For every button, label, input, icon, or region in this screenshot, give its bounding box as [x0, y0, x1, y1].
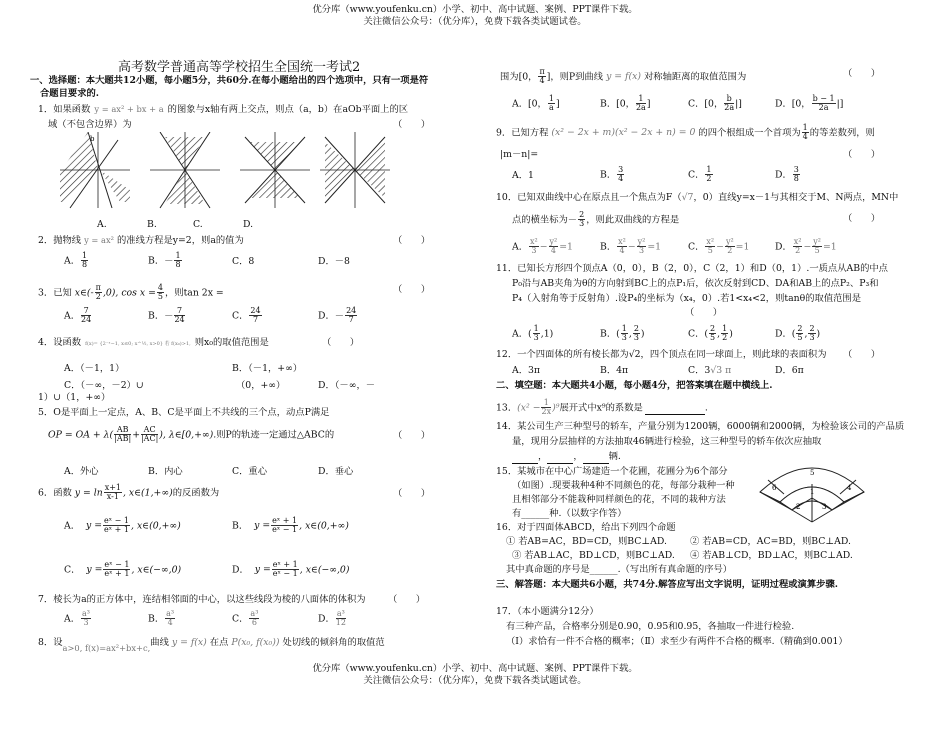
q11-option-d: D．( $\frac{2}{5}$ , $\frac{2}{3}$ ): [775, 324, 821, 343]
q11-option-a: A．( $\frac{1}{3}$ ,1): [512, 324, 554, 343]
q1-option-c: C.: [193, 219, 203, 230]
q12-option-b: B．4π: [600, 365, 629, 376]
q3-option-a: A． $\frac{7}{24}$: [64, 306, 92, 325]
section-1-heading-cont: 合题目要求的.: [40, 88, 100, 99]
svg-text:b: b: [90, 135, 95, 143]
q10-option-b: B． $\frac{\text{x²}}{4}$ − $\frac{\text{y²}}{3}$ =1: [600, 237, 662, 256]
section-1-heading: 一、选择题：本大题共12小题，每小题5分，共60分.在每小题给出的四个选项中，只有一项是符: [30, 75, 429, 86]
q11-option-b: B．( $\frac{1}{3}$ , $\frac{2}{3}$ ): [600, 324, 645, 343]
q16-text-end: 其中真命题的序号是______.（写出所有真命题的序号）: [506, 564, 733, 575]
q3-option-c: C． $\frac{24}{7}$: [232, 306, 261, 325]
q7-paren: （ ）: [388, 594, 426, 605]
q8-option-d: D．[0， $\frac{b - 1}{2a}$ |]: [775, 94, 844, 113]
q14-blanks: ， ， 辆.: [512, 451, 621, 464]
q1-option-d: D.: [243, 219, 254, 230]
figure-c: [240, 132, 310, 208]
q10-option-a: A． $\frac{\text{x²}}{3}$ − $\frac{\text{y²}}{4}$ =1: [512, 237, 573, 256]
q6-option-c: C． y = $\frac{\text{eˣ − 1}}{\text{eˣ + 1}}$ , x∈(−∞,0): [64, 560, 182, 579]
q2-paren: （ ）: [393, 235, 431, 246]
flower-label-4: 4: [847, 484, 852, 492]
q2-option-c: C．8: [232, 256, 255, 267]
q8-option-c: C．[0， $\frac{b}{2a}$ |]: [688, 94, 742, 113]
q1-option-a: A.: [97, 219, 107, 230]
q7-option-b: B． $\frac{\text{a³}}{4}$: [148, 609, 175, 628]
q6-text: 6．函数 y = ln $\frac{x+1}{x-1}$ , x∈(1,+∞)的反函数为: [38, 483, 220, 502]
q9-option-d: D． $\frac{3}{8}$: [775, 165, 799, 184]
q11-paren: （ ）: [685, 307, 723, 318]
q14-text: 14．某公司生产三种型号的轿车，产量分别为1200辆，6000辆和2000辆，为检验该公司的产品质: [496, 421, 905, 432]
q5-option-d: D．垂心: [318, 466, 354, 477]
q1-region-figures: [60, 132, 390, 210]
q2-option-a: A． $\frac{1}{8}$: [64, 251, 88, 270]
q14-text-2: 量，现用分层抽样的方法抽取46辆进行检验，这三种型号的轿车依次应抽取: [512, 436, 822, 447]
q4-text: 4．设函数 f(x)= {2⁻ˣ−1, x≤0; x^½, x>0} 若 f(x₀)>1, 则x₀的取值范围是: [38, 337, 269, 348]
q11-text-3: P₄（入射角等于反射角）.设P₄的坐标为（x₄，0）.若1<x₄<2，则tanθ的取值范围是: [512, 293, 862, 304]
q6-paren: （ ）: [393, 488, 431, 499]
q8-option-b: B．[0， $\frac{1}{2a}$ ]: [600, 94, 651, 113]
q5-option-a: A．外心: [64, 466, 99, 477]
q2-option-d: D．－8: [318, 256, 350, 267]
q1-paren: （ ）: [393, 119, 431, 130]
page-title: 高考数学普通高等学校招生全国统一考试2: [118, 60, 361, 75]
q10-option-d: D． $\frac{\text{x²}}{2}$ − $\frac{\text{y²}}{5}$ =1: [775, 237, 837, 256]
q11-text-2: P₀沿与AB夹角为θ的方向射到BC上的点P₁后，依次反射到CD、DA和AB上的点P₂、P₃和: [512, 278, 879, 289]
q3-option-b: B．－ $\frac{7}{24}$: [148, 306, 185, 325]
q4-option-c-cont: （0，+∞）: [236, 380, 286, 391]
q7-option-a: A． $\frac{\text{a³}}{3}$: [64, 609, 90, 628]
q15-text-3: 且相邻部分不能栽种同样颜色的花，不同的栽种方法: [512, 494, 726, 505]
q1-option-b: B.: [147, 219, 157, 230]
q9-text: 9．已知方程 (x² − 2x + m)(x² − 2x + n) = 0 的四个根组成一个首项为 $\frac{1}{4}$ 的等差数列，则: [496, 123, 875, 142]
q8-paren: （ ）: [843, 68, 881, 79]
q12-option-d: D．6π: [775, 365, 804, 376]
flower-label-1: 1: [810, 488, 815, 496]
q2-option-b: B．－ $\frac{1}{8}$: [148, 251, 181, 270]
q16-prop-3: ③ 若AB⊥AC，BD⊥CD，则BC⊥AD.: [512, 550, 675, 561]
q7-text: 7．棱长为a的正方体中，连结相邻面的中心，以这些线段为棱的八面体的体积为: [38, 594, 366, 605]
q10-text: 10．已知双曲线中心在原点且一个焦点为F（√7，0）直线y=x－1与其相交于M、N两点，MN中: [496, 192, 899, 203]
footer-line-2: 关注微信公众号：（优分库），免费下载各类试题试卷。: [363, 675, 587, 686]
q5-option-c: C．重心: [232, 466, 268, 477]
q4-option-b: B．（－1，+∞）: [232, 363, 303, 374]
q3-option-d: D．－ $\frac{24}{7}$: [318, 306, 357, 325]
q16-text: 16．对于四面体ABCD，给出下列四个命题: [496, 522, 676, 533]
flower-bed-figure: [758, 462, 866, 526]
q7-option-d: D． $\frac{\text{a³}}{12}$: [318, 609, 346, 628]
q12-option-a: A．3π: [512, 365, 541, 376]
q8-cont: 围为[0， $\frac{\pi}{4}$ ]，则P到曲线 y = f(x) 对称轴距离的取值范围为: [500, 67, 747, 86]
footer-line-1: 优分库（www.youfenku.cn）小学、初中、高中试题、案例、PPT课件下载。: [312, 663, 638, 674]
q9-paren: （ ）: [843, 149, 881, 160]
q16-prop-2: ② 若AB=CD，AC=BD，则BC⊥AD.: [690, 536, 851, 547]
q5-paren: （ ）: [393, 430, 431, 441]
q12-text: 12．一个四面体的所有棱长都为√2，四个顶点在同一球面上，则此球的表面积为: [496, 349, 827, 360]
q10-text-cont: 点的横坐标为－ $\frac{2}{3}$ ，则此双曲线的方程是: [512, 210, 680, 229]
q9-option-b: B． $\frac{3}{4}$: [600, 165, 624, 184]
section-2-heading: 二、填空题：本大题共4小题，每小题4分，把答案填在题中横线上.: [496, 380, 773, 391]
q1-text: 1．如果函数 y = ax² + bx + a 的图象与x轴有两上交点，则点（a，b）在aOb平面上的区: [38, 104, 409, 115]
q2-text: 2．抛物线 y = ax² 的准线方程是y=2，则a的值为: [38, 235, 244, 246]
flower-label-5: 5: [810, 469, 815, 477]
q4-option-d-cont: 1）∪（1，+∞）: [38, 392, 111, 403]
q3-paren: （ ）: [393, 284, 431, 295]
q3-text: 3．已知 x∈(- $\frac{\pi}{2}$ ,0), cos x = $\frac{4}{5}$ ，则tan 2x =: [38, 283, 224, 302]
q16-prop-1: ① 若AB=AC，BD=CD，则BC⊥AD.: [506, 536, 667, 547]
q15-text-4: 有______种.（以数字作答）: [512, 508, 627, 519]
flower-label-2: 2: [796, 503, 801, 511]
q5-option-b: B．内心: [148, 466, 183, 477]
q12-paren: （ ）: [843, 349, 881, 360]
q9-option-a: A．1: [512, 170, 534, 181]
figure-d: [320, 132, 390, 208]
q11-option-c: C．( $\frac{2}{5}$ , $\frac{1}{2}$ ): [688, 324, 733, 343]
q15-text: 15．某城市在中心广场建造一个花圃，花圃分为6个部分: [496, 466, 728, 477]
q17-heading: 17．（本小题满分12分）: [496, 606, 599, 617]
figure-a: [60, 132, 130, 208]
q6-option-d: D． y = $\frac{\text{eˣ + 1}}{\text{eˣ − 1}}$ , x∈(−∞,0): [232, 560, 350, 579]
q8-text: 8．设a>0, f(x)=ax²+bx+c,曲线 y = f(x) 在点 P(x₀, f(x₀)) 处切线的倾斜角的取值范: [38, 637, 385, 653]
flower-label-3: 3: [822, 503, 827, 511]
q6-option-a: A． y = $\frac{\text{eˣ − 1}}{\text{eˣ + 1}}$ , x∈(0,+∞): [64, 516, 181, 535]
q16-prop-4: ④ 若AB⊥CD，BD⊥AC，则BC⊥AD.: [690, 550, 853, 561]
flower-label-6: 6: [772, 484, 777, 492]
q9-text-cont: |m－n|=: [500, 149, 539, 160]
q15-text-2: （如图）.现要栽种4种不同颜色的花，每部分栽种一种: [512, 480, 735, 491]
q4-option-c: C．（－∞，－2）∪: [64, 380, 144, 391]
q8-option-a: A．[0， $\frac{1}{a}$ ]: [512, 94, 560, 113]
q7-option-c: C． $\frac{\text{a³}}{6}$: [232, 609, 259, 628]
q5-text: 5．O是平面上一定点，A、B、C是平面上不共线的三个点，动点P满足: [38, 407, 330, 418]
q5-formula: OP = OA + λ( $\frac{AB}{|AB|}$ + $\frac{AC}{|AC|}$ ), λ∈[0,+∞).则P的轨迹一定通过△ABC的: [48, 425, 335, 444]
q1-text-cont: 域（不包含边界）为: [48, 119, 132, 130]
q10-paren: （ ）: [843, 213, 881, 224]
q17-text: 有三种产品，合格率分别是0.90，0.95和0.95，各抽取一件进行检验.: [506, 621, 795, 632]
q10-option-c: C． $\frac{\text{x²}}{5}$ − $\frac{\text{y²}}{2}$ =1: [688, 237, 750, 256]
header-line-2: 关注微信公众号：（优分库），免费下载各类试题试卷。: [363, 16, 587, 27]
section-3-heading: 三、解答题：本大题共6小题，共74分.解答应写出文字说明，证明过程或演算步骤.: [496, 579, 838, 590]
q11-text: 11．已知长方形四个顶点A（0，0），B（2，0），C（2，1）和D（0，1）.一质点从AB的中点: [496, 263, 888, 274]
q17-text-2: （Ⅰ）求恰有一件不合格的概率；（Ⅱ）求至少有两件不合格的概率.（精确到0.001）: [506, 636, 848, 647]
q12-option-c: C．3√3 π: [688, 365, 732, 376]
q4-option-d: D．（－∞，－: [318, 380, 376, 391]
header-line-1: 优分库（www.youfenku.cn）小学、初中、高中试题、案例、PPT课件下载。: [312, 4, 638, 15]
q6-option-b: B． y = $\frac{\text{eˣ + 1}}{\text{eˣ − 1}}$ , x∈(0,+∞): [232, 516, 349, 535]
q4-option-a: A．（－1，1）: [64, 363, 125, 374]
figure-b: [150, 132, 220, 208]
q9-option-c: C． $\frac{1}{2}$: [688, 165, 712, 184]
q13-text: 13．(x² − $\frac{1}{2x}$ )⁹展开式中x⁹的系数是 .: [496, 398, 708, 417]
q4-paren: （ ）: [322, 337, 360, 348]
